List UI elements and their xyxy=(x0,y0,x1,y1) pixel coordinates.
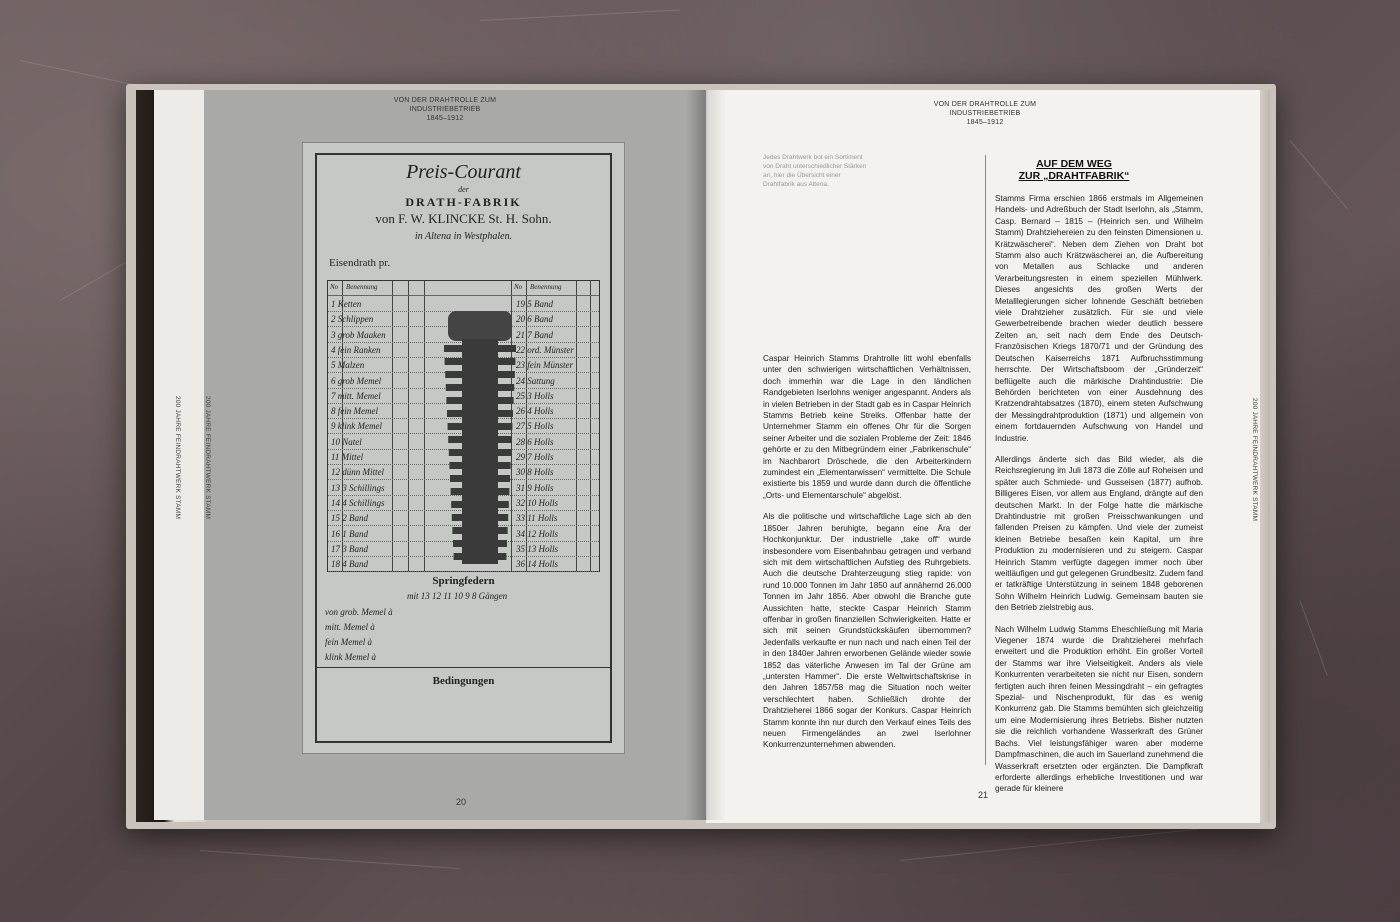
paragraph: Allerdings änderte sich das Bild wieder, als die Reichsregierung im Juli 1873 die Zölle auf Roheisen und später auch Schmiede- und Gusseisen (1877) aufhob. Billigeres Eisen, vor allem aus England, drängte auf den deutschen Markt. In der Folge hatte die märkische Drahtindustrie mit großen Preisschwankungen und fallenden Preisen zu kämpfen. Und viele der zumeist kleinen Betriebe besaßen kein Kapital, um ihre Produktion zu modernisieren und zu steigern. Caspar Heinrich Stamm verfügte dagegen immer noch über weitläufigen und gut gelegenen Grundbesitz. Zudem fand er tatkräftige Unterstützung in seinem 1848 geborenen Sohn Wilhelm Heinrich Ludwig. Gemeinsam bauten sie den Betrieb zielstrebig aus. xyxy=(995,454,1204,613)
price-list-row: 20 6 Band xyxy=(516,314,553,325)
section-heading xyxy=(1000,158,1148,182)
gauge-tooth xyxy=(498,436,512,443)
col-no-right: No xyxy=(514,283,523,291)
gauge-tooth xyxy=(449,449,462,456)
price-list-row: 13 3 Schillings xyxy=(331,482,385,493)
price-list-row: 34 12 Holls xyxy=(516,528,559,539)
spring-row: von grob. Memel à xyxy=(325,607,393,617)
spring-row: fein Memel à xyxy=(325,637,372,647)
gauge-tooth xyxy=(446,397,462,404)
gauge-tooth xyxy=(454,553,462,560)
wire-gauge-illustration xyxy=(440,311,520,566)
price-list-der: der xyxy=(458,185,469,194)
gauge-tooth xyxy=(498,514,508,521)
price-list-row: 19 5 Band xyxy=(516,299,553,309)
gauge-tooth xyxy=(445,371,462,378)
gauge-tooth xyxy=(448,423,462,430)
gauge-tooth xyxy=(452,514,462,521)
image-caption: Jedes Drahtwerk bot ein Sortiment von Draht unterschiedlicher Stärken an, hier die Übersicht einer Drahtfabrik aus Altena. xyxy=(763,154,867,188)
gauge-tooth xyxy=(498,527,508,534)
col-name-right: Benennung xyxy=(530,283,562,291)
price-list-row: 2 Schlippen xyxy=(331,314,374,325)
running-head-title-right: VON DER DRAHTROLLE ZUM INDUSTRIEBETRIEB xyxy=(933,101,1037,117)
text-column-1 xyxy=(763,353,971,761)
spring-row: klink Memel à xyxy=(325,652,376,662)
gauge-tooth xyxy=(449,462,462,469)
price-list-row: 14 4 Schillings xyxy=(331,497,385,508)
price-list-table xyxy=(327,280,600,572)
text-column-2 xyxy=(995,193,1203,805)
price-list-row: 6 grob Memel xyxy=(331,375,382,386)
gauge-tooth xyxy=(447,410,462,417)
price-list-row: 30 8 Holls xyxy=(516,467,554,478)
gauge-tooth xyxy=(444,345,462,352)
gauge-tooth xyxy=(448,436,462,443)
price-list-row: 5 Malzen xyxy=(331,360,365,371)
price-list-row: 32 10 Holls xyxy=(516,497,559,508)
price-list-row: 31 9 Holls xyxy=(516,482,554,493)
running-head-years-right: 1845–1912 xyxy=(966,119,1004,126)
price-list-row: 29 7 Holls xyxy=(516,452,554,462)
price-list-row: 22 ord. Münster xyxy=(516,344,574,355)
price-list-row: 8 fein Memel xyxy=(331,406,378,417)
price-list-row: 16 1 Band xyxy=(331,528,368,539)
gauge-tooth xyxy=(498,501,509,508)
gauge-tooth xyxy=(498,371,515,378)
price-list-row: 24 Sattung xyxy=(516,375,555,386)
running-head-title: VON DER DRAHTROLLE ZUM INDUSTRIEBETRIEB xyxy=(393,97,497,113)
heading-line-2: ZUR „DRAHTFABRIK“ xyxy=(1018,170,1130,182)
price-list-row: 17 3 Band xyxy=(331,543,368,554)
price-list-row: 11 Mittel xyxy=(331,452,364,462)
col-name-left: Benennung xyxy=(346,283,378,291)
gauge-tooth xyxy=(453,540,462,547)
price-list-row: 7 mitt. Memel xyxy=(331,390,381,401)
gauge-tooth xyxy=(446,384,462,391)
gauge-tooth xyxy=(498,358,515,365)
price-list-title: Preis-Courant xyxy=(406,161,521,183)
price-list-row: 4 fein Ranken xyxy=(331,344,381,355)
gauge-tooth xyxy=(452,527,462,534)
right-vertical-label: 200 JAHRE FEINDRAHTWERK STAMM xyxy=(1251,398,1258,522)
gauge-tooth xyxy=(498,488,509,495)
col-no-left: No xyxy=(330,283,339,291)
heading-line-1: AUF DEM WEG xyxy=(1036,158,1112,170)
gauge-tooth xyxy=(498,410,513,417)
running-head-years: 1845–1912 xyxy=(426,115,464,122)
gauge-tooth xyxy=(450,475,462,482)
price-list-row: 9 klink Memel xyxy=(331,421,382,432)
right-folio: 21 xyxy=(978,790,989,800)
gauge-tooth xyxy=(498,553,506,560)
price-list-row: 26 4 Holls xyxy=(516,406,554,417)
price-list-row: 23 fein Münster xyxy=(516,360,573,371)
price-list-row: 36 14 Holls xyxy=(516,559,559,570)
price-list-section-eisendrath: Eisendrath pr. xyxy=(329,257,391,269)
paragraph: Stamms Firma erschien 1866 erstmals im Allgemeinen Handels- und Adreßbuch der Stadt Iserlohn, als „Stamm, Casp. Bernard – 1815 – (Heinrich sen. und Wilhelm Stamm) Drahtziehereien zu den feinsten Dimensionen u. Krätzwäscherei“. Neben dem Ziehen von Draht bot Stamm also auch Krätzwäscherei an, die Aufbereitung von Metallen aus Schlacke und anderen Verarbeitungsresten in einem speziellen Mühlwerk. Dieses angesichts des großen Werts der Metalllegierungen sicher lohnende Geschäft betrieben viele Drahtzieher zusätzlich. Für sie und viele Gewerbetreibende brachen wieder deutlich bessere Zeiten an, seit nach dem Ende des Deutsch-Französischen Kriegs 1870/71 und der Gründung des Deutschen Kaiserreichs 1871 Aufbruchsstimmung herrschte. Der Wirtschaftsboom der „Gründerzeit“ beflügelte auch die märkische Drahtindustrie: Die Behörden berichteten von einer Ausdehnung des Kratzendrahtabsatzes (1870), einem steten Aufschwung der Messingdrahtproduktion (1871) und allgemein von einem fortdauernden Aufschwung von Handel und Industrie. xyxy=(995,194,1203,443)
gauge-tooth xyxy=(498,384,514,391)
price-list-row: 10 Natel xyxy=(331,436,362,447)
gauge-tooth xyxy=(498,449,511,456)
left-running-head xyxy=(360,96,530,123)
gauge-tooth xyxy=(451,488,462,495)
left-vertical-label: 200 JAHRE FEINDRAHTWERK STAMM xyxy=(174,396,181,520)
price-list-row: 15 2 Band xyxy=(331,513,368,524)
price-list-row: 12 dünn Mittel xyxy=(331,467,384,478)
left-vertical-label-inner: 200 JAHRE FEINDRAHTWERK STAMM xyxy=(204,396,211,520)
gauge-tooth xyxy=(498,540,507,547)
left-folio: 20 xyxy=(456,797,467,807)
gauge-tooth xyxy=(498,397,514,404)
gauge-tooth xyxy=(498,345,516,352)
paragraph: Als die politische und wirtschaftliche Lage sich ab den 1850er Jahren beruhigte, begann eine Ära der Hochkonjunktur. Der industrielle „take off“ wurde insbesondere vom Eisenbahnbau getragen und verband sich mit dem wirtschaftlichen Aufstieg des Ruhrgebiets. Auch die deutsche Drahterzeugung stieg rapide: von rund 10.000 Tonnen im Jahr 1850 auf annähernd 26.000 Tonnen im Jahr 1856. Aber obwohl die Branche gute Aussichten hatte, steckte Caspar Heinrich Stamm offenbar in großen finanziellen Schwierigkeiten. Hatte er sich mit seinen Grundstückskäufen übernommen? Jedenfalls verkaufte er nun nach und nach einen Teil der in den 1840er Jahren erworbenen Gelände wieder sowie 1852 das väterliche Anwesen im Tal der Grüne am „untersten Hammer“. Die erste Weltwirtschaftskrise in den Jahren 1857/58 mag die Situation noch weiter verschlechtert haben. Schließlich drohte der Drahtzieherei 1866 sogar der Konkurs. Caspar Heinrich Stamm konnte ihn nur durch den Verkauf eines Teils des neuen Firmengeländes an zwei Iserlohner Konkurrenzunternehmen abwenden. xyxy=(763,512,971,750)
right-running-head xyxy=(900,100,1070,127)
gauge-tooth xyxy=(451,501,462,508)
gauge-tooth xyxy=(498,423,512,430)
spring-header: mit 13 12 11 10 9 8 Gängen xyxy=(407,591,508,601)
gauge-tooth xyxy=(445,358,462,365)
price-list-row: 25 3 Holls xyxy=(516,390,554,401)
paragraph: Caspar Heinrich Stamms Drahtrolle litt wohl ebenfalls unter den schwierigen wirtschaftlichen Verhältnissen, doch immerhin war die Lage in den ländlichen Randgebieten Iserlohns weniger angespannt. Anders als in vielen Betrieben in der Stadt gab es in Caspar Heinrich Stamms Betrieb keine Streiks. Offenbar hatte der Unternehmer Stamm ein offenes Ohr für die Sorgen seiner Arbeiter und die sozialen Probleme der Zeit: 1846 gehörte er zu den Mitbegründern einer „Fabrikenschule“ im Nachbarort Dröschede, die den Arbeiterkindern zumindest ein „Elementarwissen“ vermittelte. Die Schule existierte bis 1859 und wurde dann durch die öffentliche „Orts- und Elementarschule“ abgelöst. xyxy=(763,354,971,500)
gauge-tooth xyxy=(498,475,510,482)
price-list-row: 27 5 Holls xyxy=(516,421,554,432)
price-list-row: 28 6 Holls xyxy=(516,436,554,447)
price-list-factory: DRATH-FABRIK xyxy=(405,195,522,209)
price-list-owner: von F. W. KLINCKE St. H. Sohn. xyxy=(375,211,552,226)
price-list-section-bedingungen: Bedingungen xyxy=(432,675,495,687)
price-list-row: 35 13 Holls xyxy=(516,543,559,554)
gauge-tooth xyxy=(498,462,511,469)
price-list-row: 33 11 Holls xyxy=(516,513,558,524)
price-list-row: 18 4 Band xyxy=(331,559,368,570)
price-list-frame xyxy=(315,153,612,743)
price-list-place: in Altena in Westphalen. xyxy=(414,231,513,242)
price-list-row: 3 grob Maaken xyxy=(331,329,386,340)
spring-row: mitt. Memel à xyxy=(325,622,375,632)
price-list-image xyxy=(303,143,624,753)
book-gutter xyxy=(686,90,726,820)
paragraph: Nach Wilhelm Ludwig Stamms Eheschließung mit Maria Viegener 1874 wurde die Drahtzieherei mehrfach erweitert und die Produktion erhöht. Ein großer Vorteil der Stamms war ihre Vielseitigkeit. Anders als viele Konkurrenten verarbeiteten sie nicht nur Eisen, sondern fertigten auch ihren feinen Messingdraht – ein gefragtes Spezial- und Nischenprodukt, für das es wenig Konkurrenz gab. Die Stamms bemühten sich gleichzeitig um eine Modernisierung ihres Betriebs. Bisher nutzten sie die reichlich vorhandene Wasserkraft des Grüner Bachs. Viel leistungsfähiger waren aber moderne Dampfmaschinen, die auch im Sauerland zunehmend die Wasserkraft ersetzten oder ergänzten. Die Dampfkraft erforderte allerdings erhebliche Investitionen und war gerade für kleinere xyxy=(995,624,1203,794)
price-list-section-springfedern: Springfedern xyxy=(432,575,495,587)
price-list-row: 21 7 Band xyxy=(516,329,553,340)
price-list-row: 1 Ketten xyxy=(331,299,362,309)
column-rule xyxy=(985,155,986,765)
